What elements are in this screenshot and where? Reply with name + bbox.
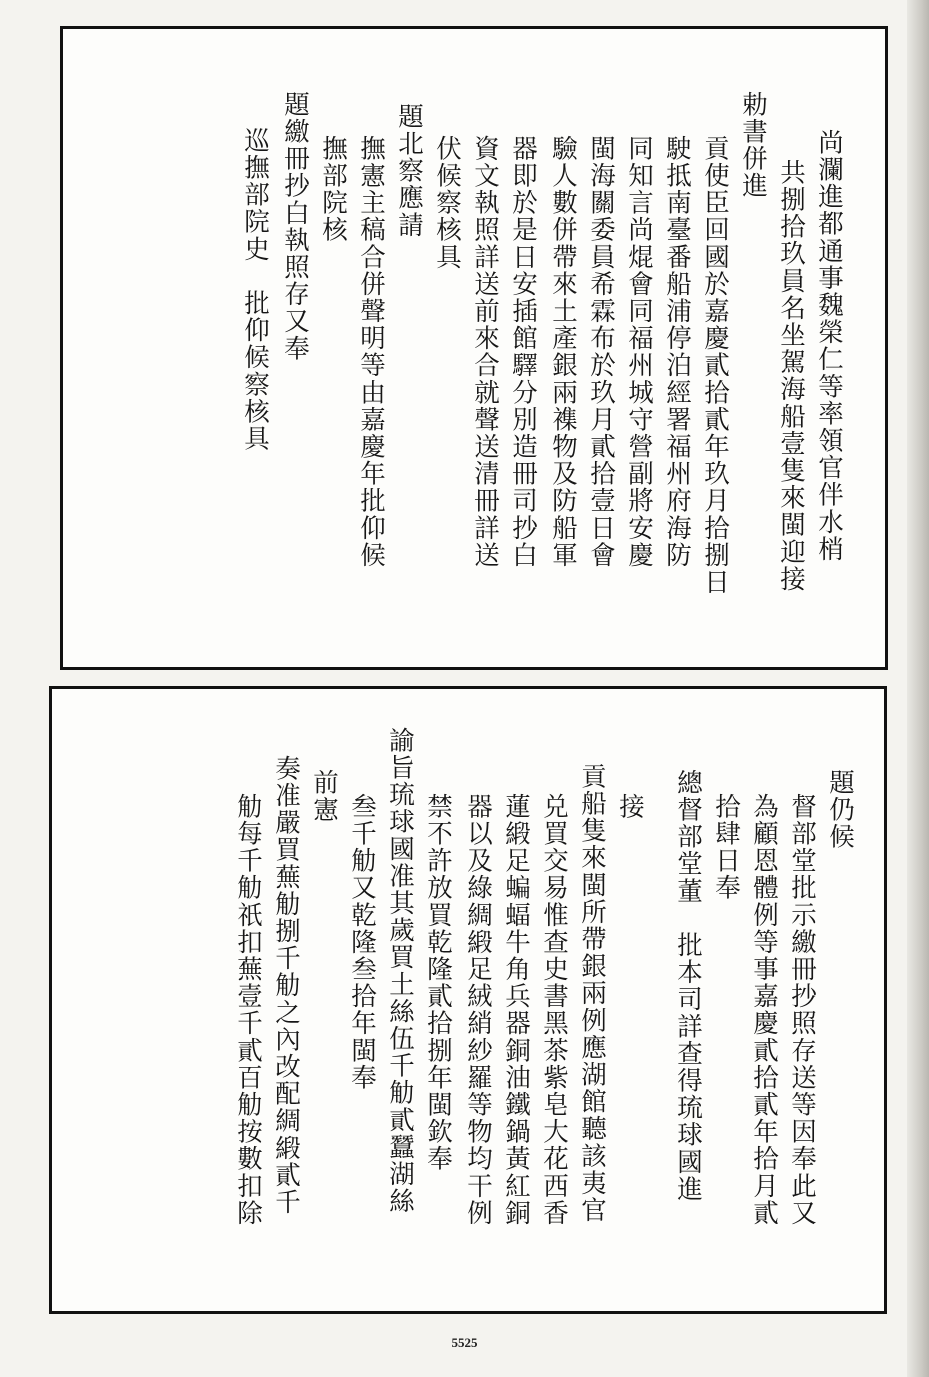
bottom-document-panel: [49, 686, 887, 1314]
text-column: 勅書併進: [738, 91, 768, 200]
text-column: 題北察應請: [394, 103, 424, 239]
text-column: 諭旨琉球國准其歲買土絲伍千觔貳蠶湖絲: [385, 727, 415, 1215]
text-column: 兑買交易惟查史書黑茶紫皂大花西香: [539, 793, 569, 1227]
text-column: 蓮緞足蝙蝠牛角兵器銅油鐵鍋黃紅銅: [501, 793, 531, 1227]
text-column: 接: [615, 793, 645, 821]
text-column: 撫憲主稿合併聲明等由嘉慶年批仰候: [356, 135, 386, 569]
text-column: 尚瀾進都通事魏榮仁等率領官伴水梢: [814, 129, 844, 563]
text-column: 撫部院核: [318, 135, 348, 244]
text-column: 奏准嚴買蕪觔捌千觔之內改配綢緞貳千: [271, 755, 301, 1216]
text-column: 驗人數併帶來土產銀兩襍物及防船軍: [548, 135, 578, 569]
text-column: 閩海關委員希霖布於玖月貳拾壹日會: [586, 135, 616, 569]
text-column: 拾肆日奉: [711, 793, 741, 902]
text-column: 貢使臣回國於嘉慶貳拾貳年玖月拾捌日: [700, 135, 730, 596]
text-column: 觔每千觔祇扣蕪壹千貳百觔按數扣除: [233, 793, 263, 1227]
text-column: 貢船隻來閩所帶銀兩例應湖館聽該夷官: [577, 763, 607, 1224]
text-column: 總督部堂董 批本司詳查得琉球國進: [673, 769, 703, 1203]
scan-edge: [907, 0, 929, 1377]
text-column: 巡撫部院史 批仰候察核具: [240, 127, 270, 453]
text-column: 題仍候: [825, 769, 855, 851]
page-number: 5525: [451, 1335, 478, 1350]
text-column: 共捌拾玖員名坐駕海船壹隻來閩迎接: [776, 159, 806, 593]
text-column: 駛抵南臺番船浦停泊經署福州府海防: [662, 135, 692, 569]
text-column: 伏候察核具: [432, 135, 462, 271]
text-column: 叁千觔又乾隆叁拾年閩奉: [347, 793, 377, 1092]
text-column: 為顧恩體例等事嘉慶貳拾貳年拾月貳: [749, 793, 779, 1227]
top-document-panel: [60, 26, 888, 670]
text-column: 督部堂批示繳冊抄照存送等因奉此又: [787, 793, 817, 1227]
text-column: 題繳冊抄白執照存又奉: [280, 91, 310, 362]
text-column: 同知言尚焜會同福州城守營副將安慶: [624, 135, 654, 569]
text-column: 器即於是日安插館驛分別造冊司抄白: [508, 135, 538, 569]
text-column: 資文執照詳送前來合就聲送清冊詳送: [470, 135, 500, 569]
text-column: 前憲: [309, 769, 339, 824]
text-column: 禁不許放買乾隆貳拾捌年閩欽奉: [423, 793, 453, 1173]
text-column: 器以及綠綢緞足絨綃紗羅等物均干例: [463, 793, 493, 1227]
